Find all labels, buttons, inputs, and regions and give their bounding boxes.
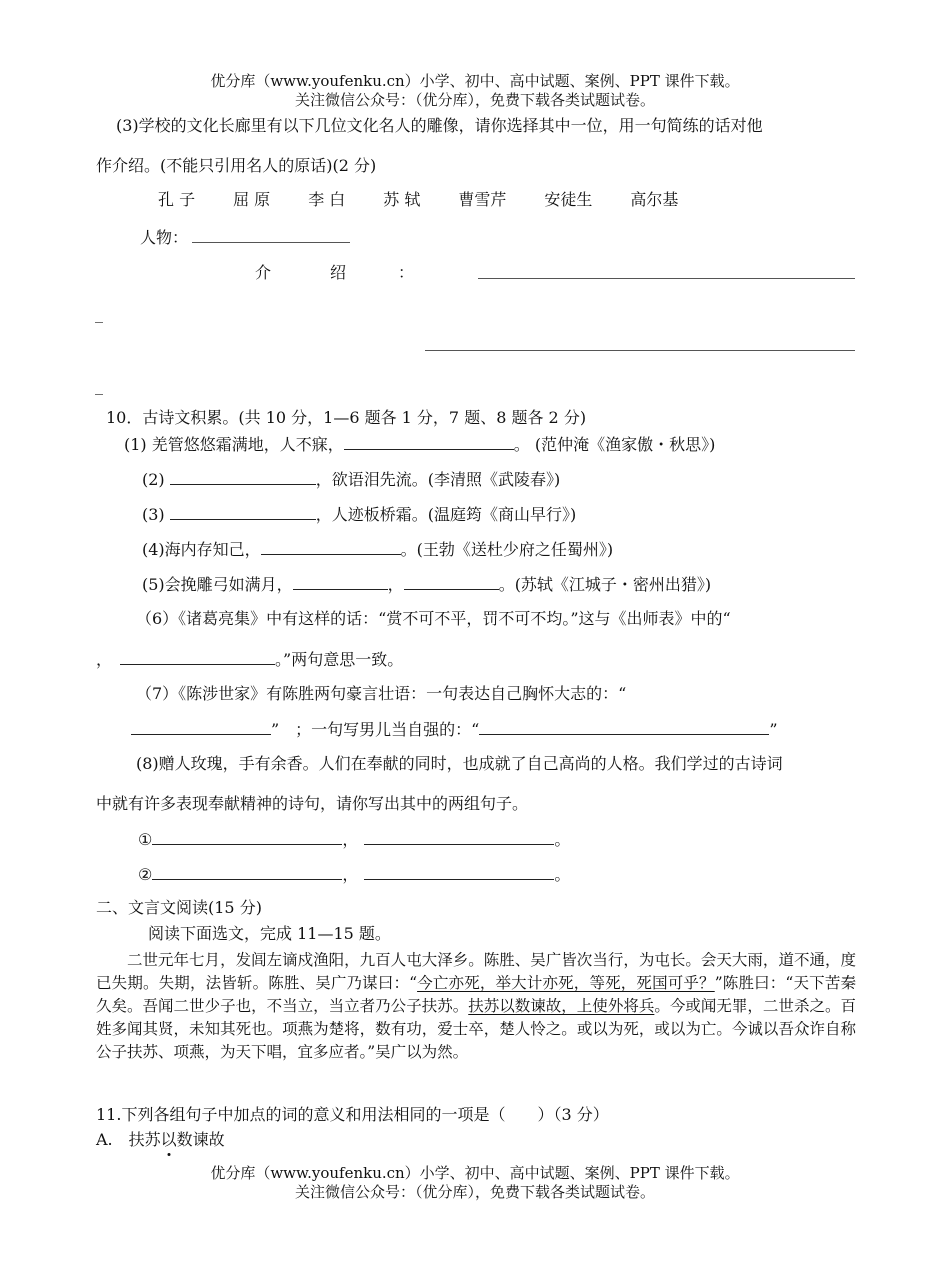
item-text: ，	[342, 830, 359, 849]
answer-blank[interactable]	[344, 433, 514, 450]
item-text: ” ；一句写男儿当自强的：“	[271, 720, 480, 739]
intro-label-char: 绍	[330, 263, 347, 282]
section-2-instruction: 阅读下面选文，完成 11—15 题。	[148, 924, 391, 943]
section-2-title: 二、文言文阅读(15 分)	[96, 898, 262, 917]
q10-item-8-line-1: (8)赠人玫瑰，手有余香。人们在奉献的同时，也成就了自己高尚的人格。我们学过的古诗词	[136, 754, 783, 773]
q10-item-8-line-2: 中就有许多表现奉献精神的诗句，请你写出其中的两组句子。	[96, 794, 529, 813]
figure-name: 安徒生	[544, 190, 593, 209]
intro-answer-blank-1[interactable]	[478, 278, 855, 279]
figure-name-list	[158, 189, 716, 211]
answer-blank[interactable]	[479, 718, 769, 735]
passage-text: ”陈胜曰：“天下苦秦久矣。吾闻二世少子也，不当立，当立者乃公子扶苏。	[96, 974, 856, 1015]
item-text: (3)	[142, 505, 170, 524]
answer-blank[interactable]	[170, 468, 316, 485]
underlined-sentence-1: 今亡亦死，举大计亦死，等死，死国可乎？	[417, 974, 715, 992]
answer-blank[interactable]	[120, 648, 275, 665]
intro-label-char: 介	[255, 263, 272, 282]
line-dash: _	[95, 304, 103, 323]
footer-line-2: 关注微信公众号：（优分库），免费下载各类试题试卷。	[294, 1183, 655, 1201]
answer-blank[interactable]	[152, 863, 342, 880]
header-line-1: 优分库（www.youfenku.cn）小学、初中、高中试题、案例、PPT 课件下载。	[210, 72, 740, 90]
question-11: 11.下列各组句子中加点的词的意义和用法相同的一项是（ ）（3 分）	[96, 1105, 609, 1124]
passage-text: 二世元年七月，发闾左谪戍渔阳，九百人屯大泽乡。陈胜、吴广皆次当行，为屯长。会天大雨，道不通，度已失期。失期，法皆斩。陈胜、吴广乃谋曰：“	[96, 951, 856, 992]
footer-line-1: 优分库（www.youfenku.cn）小学、初中、高中试题、案例、PPT 课件下载。	[210, 1164, 740, 1182]
q3-text-line-1: (3)学校的文化长廊里有以下几位文化名人的雕像，请你选择其中一位，用一句简练的话对他	[116, 116, 763, 135]
item-text: ”	[769, 720, 778, 739]
figure-name: 屈 原	[233, 190, 271, 209]
item-text: 。”两句意思一致。	[275, 650, 404, 669]
answer-blank[interactable]	[293, 573, 388, 590]
item-text: ，	[96, 650, 113, 669]
item-text: 。(王勃《送杜少府之任蜀州》)	[400, 540, 614, 559]
question-11-option-a	[96, 1129, 225, 1151]
item-text: 。(苏轼《江城子・密州出猎》)	[498, 575, 712, 594]
figure-name: 苏 轼	[383, 190, 421, 209]
q3-text-line-2: 作介绍。(不能只引用名人的原话)(2 分)	[96, 156, 377, 175]
q10-item-8-answer-2	[138, 863, 570, 886]
answer-blank[interactable]	[170, 503, 316, 520]
q10-item-8-answer-1	[138, 828, 570, 851]
q10-item-7-line-2	[131, 718, 778, 741]
q10-item-5	[142, 573, 711, 596]
q10-title: 10．古诗文积累。(共 10 分，1—6 题各 1 分，7 题、8 题各 2 分)	[106, 408, 587, 427]
q10-item-3	[142, 503, 576, 526]
answer-blank[interactable]	[261, 538, 401, 555]
option-text: 数谏故	[176, 1130, 225, 1149]
passage-text: 。今或闻无罪，二世杀之。百姓多闻其贤，未知其死也。项燕为楚将，数有功，爱士卒，楚人怜之。或以为死，或以为亡。今诚以吾众诈自称公子扶苏、项燕，为天下唱，宜多应者。”吴广以为然。	[96, 997, 856, 1061]
item-text: ①	[138, 830, 153, 849]
intro-label-char: ：	[398, 263, 415, 282]
q10-item-2	[142, 468, 560, 491]
q10-item-7-line-1: （7）《陈涉世家》有陈胜两句豪言壮语：一句表达自己胸怀大志的：“	[136, 684, 627, 703]
figure-name: 高尔基	[630, 190, 679, 209]
q10-item-6-line-1: （6）《诸葛亮集》中有这样的话：“赏不可不平，罚不可不均。”这与《出师表》中的“	[136, 609, 731, 628]
item-text: (5)会挽雕弓如满月，	[142, 575, 293, 594]
item-text: 。 (范仲淹《渔家傲・秋思》)	[513, 435, 716, 454]
figure-name: 孔 子	[158, 190, 196, 209]
answer-blank[interactable]	[404, 573, 499, 590]
answer-blank[interactable]	[152, 828, 342, 845]
option-text: A. 扶苏	[96, 1130, 161, 1149]
q10-item-1	[124, 433, 715, 456]
item-text: ，	[342, 865, 359, 884]
item-text: 。	[554, 830, 571, 849]
dotted-word: 以	[160, 1130, 177, 1149]
answer-blank[interactable]	[364, 828, 554, 845]
classical-passage	[96, 949, 856, 1064]
line-dash: _	[95, 376, 103, 395]
q10-item-4	[142, 538, 613, 561]
item-text: ，	[387, 575, 404, 594]
item-text: ，人迹板桥霜。(温庭筠《商山早行》)	[315, 505, 577, 524]
underlined-sentence-2: 扶苏以数谏故，上使外将兵	[468, 997, 655, 1015]
intro-answer-blank-2[interactable]	[425, 350, 855, 351]
item-text: ，欲语泪先流。(李清照《武陵春》)	[315, 470, 561, 489]
answer-blank[interactable]	[364, 863, 554, 880]
person-label: 人物：	[140, 228, 189, 247]
item-text: (4)海内存知己，	[142, 540, 261, 559]
answer-blank[interactable]	[131, 718, 271, 735]
figure-name: 李 白	[308, 190, 346, 209]
person-answer-blank[interactable]	[192, 242, 350, 243]
item-text: ②	[138, 865, 153, 884]
item-text: (2)	[142, 470, 170, 489]
q10-item-6-line-2	[96, 648, 403, 671]
figure-name: 曹雪芹	[458, 190, 507, 209]
item-text: (1) 羌管悠悠霜满地，人不寐，	[124, 435, 344, 454]
header-line-2: 关注微信公众号：（优分库），免费下载各类试题试卷。	[294, 91, 655, 109]
item-text: 。	[554, 865, 571, 884]
